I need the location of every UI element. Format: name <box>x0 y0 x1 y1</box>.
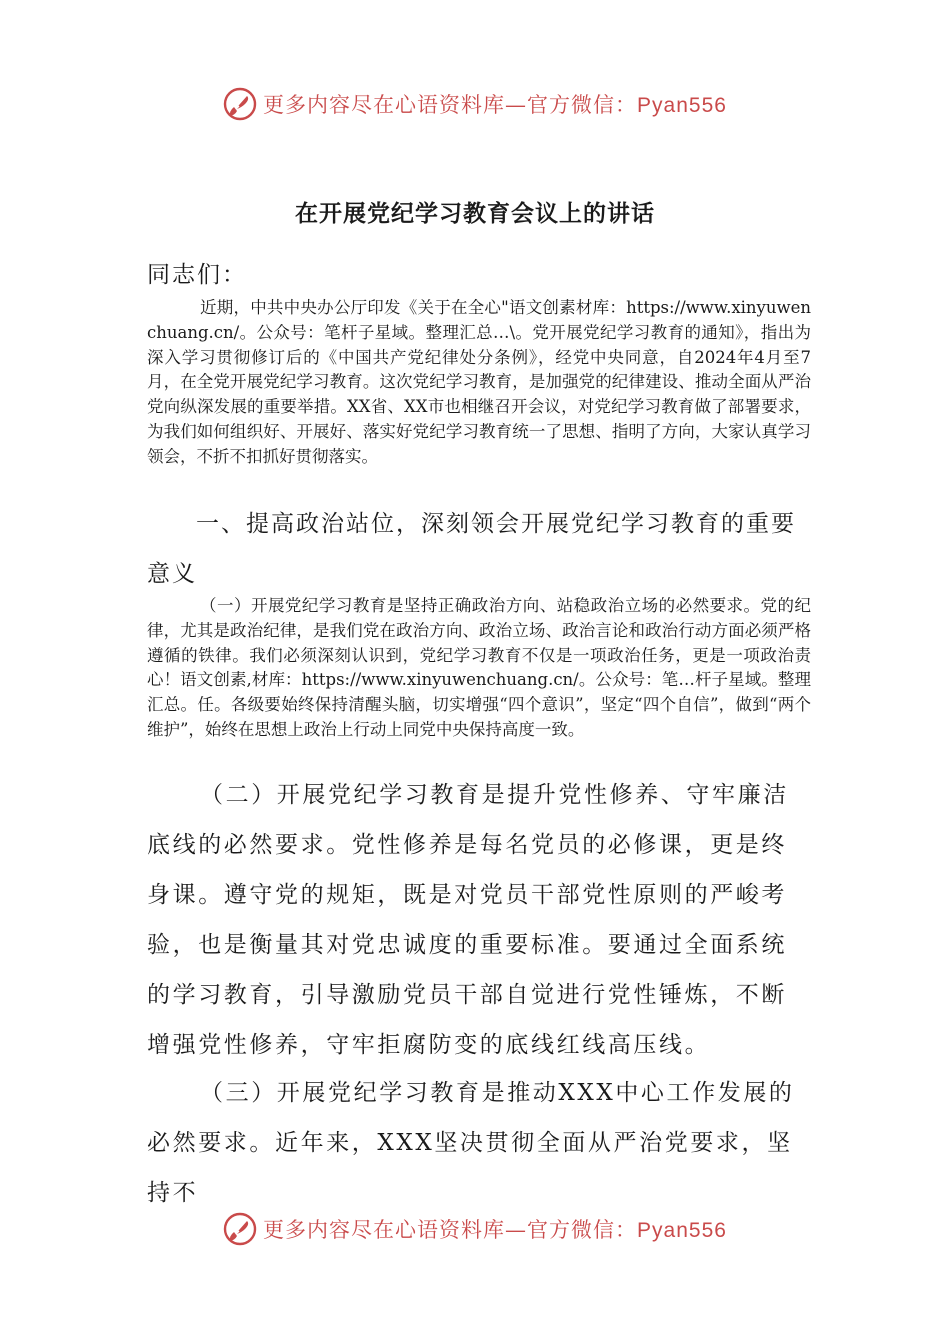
paragraph-subsection-3: （三）开展党纪学习教育是推动XXX中心工作发展的必然要求。近年来，XXX坚决贯彻全面从严治党要求，坚持不 <box>147 1080 795 1206</box>
header-watermark-banner <box>0 84 950 124</box>
footer-watermark-banner <box>0 1209 950 1249</box>
document-title: 在开展党纪学习教育会议上的讲话 <box>295 201 655 228</box>
feather-pen-logo-icon <box>223 87 257 121</box>
paragraph-subsection-1: （一）开展党纪学习教育是坚持正确政治方向、站稳政治立场的必然要求。党的纪律，尤其是政治纪律，是我们党在政治方向、政治立场、政治言论和政治行动方面必须严格遵循的铁律。我们必须深刻认识到，党纪学习教育不仅是一项政治任务，更是一项政治责心！语文创素,材库：https://www.xinyuwenchuang.cn/。公众号：笔…杆子星域。整理汇总。任。各级要始终保持清醒头脑，切实增强“四个意识”，坚定“四个自信”，做到“两个维护”，始终在思想上政治上行动上同党中央保持高度一致。 <box>147 596 811 739</box>
watermark-text: 更多内容尽在心语资料库—官方微信：Pyan556 <box>263 1218 727 1242</box>
section-heading-1: 一、提高政治站位，深刻领会开展党纪学习教育的重要意义 <box>147 511 796 587</box>
paragraph-subsection-2: （二）开展党纪学习教育是提升党性修养、守牢廉洁底线的必然要求。党性修养是每名党员的必修课，更是终身课。遵守党的规矩，既是对党员干部党性原则的严峻考验，也是衡量其对党忠诚度的重要标准。要通过全面系统的学习教育，引导激励党员干部自觉进行党性锤炼，不断增强党性修养，守牢拒腐防变的底线红线高压线。 <box>147 782 789 1058</box>
feather-pen-logo-icon <box>223 1212 257 1246</box>
paragraph-intro: 近期，中共中央办公厅印发《关于在全心"语文创素材库：https://www.xinyuwenchuang.cn/。公众号：笔杆子星域。整理汇总…\。党开展党纪学习教育的通知》，指出为深入学习贯彻修订后的《中国共产党纪律处分条例》，经党中央同意，自2024年4月至7月，在全党开展党纪学习教育。这次党纪学习教育，是加强党的纪律建设、推动全面从严治党向纵深发展的重要举措。XX省、XX市也相继召开会议，对党纪学习教育做了部署要求，为我们如何组织好、开展好、落实好党纪学习教育统一了思想、指明了方向，大家认真学习领会，不折不扣抓好贯彻落实。 <box>147 298 811 466</box>
watermark-text: 更多内容尽在心语资料库—官方微信：Pyan556 <box>263 93 727 117</box>
salutation: 同志们： <box>147 262 247 288</box>
